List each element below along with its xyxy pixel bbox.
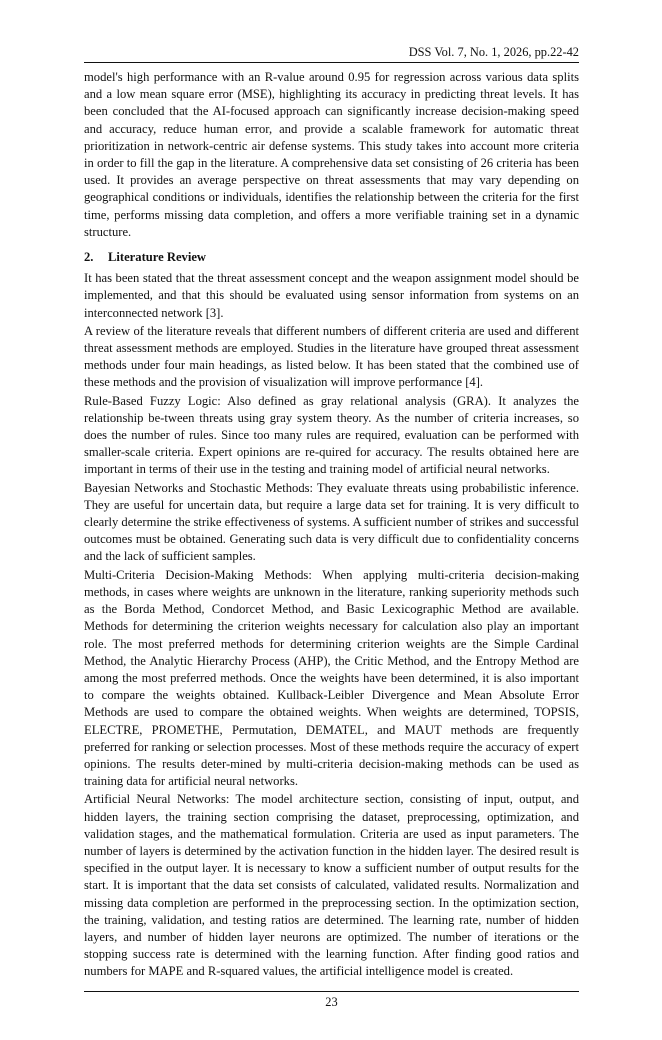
paragraph: Multi-Criteria Decision-Making Methods: When applying multi-criteria decision-making methods, in cases where weights are unknown in the literature, ranking superiority methods such as the Borda Method, Condorcet Method, and Basic Lexicographic Method are available. Methods for determining the criterion weights necessary for calculation also play an important role. The most preferred methods for determining criterion weights are the Simple Cardinal Method, the Analytic Hierarchy Process (AHP), the Critic Method, and the Entropy Method are among the most preferred methods. Once the weights have been determined, it is also important to compare the weights obtained. Kullback-Leibler Divergence and Mean Absolute Error Methods are used to compare the obtained weights. When weights are determined, TOPSIS, ELECTRE, PROMETHE, Permutation, DEMATEL, and MAUT methods are frequently preferred for ranking or selection processes. Most of these methods require the accuracy of expert opinions. The results deter-mined by multi-criteria decision-making methods can be used as training data for artificial neural networks.: [84, 567, 579, 789]
header-rule: [84, 62, 579, 63]
section-title: Literature Review: [108, 250, 207, 265]
paragraph: Bayesian Networks and Stochastic Methods: They evaluate threats using probabilistic inference. They are useful for uncertain data, but require a large data set for training. It is very difficult to clearly determine the strike effectiveness of systems. A sufficient number of strikes and successful outcomes must be obtained. Generating such data is very difficult due to confidentiality concerns and the lack of sufficient samples.: [84, 480, 579, 564]
paragraph: Artificial Neural Networks: The model architecture section, consisting of input, output, and hidden layers, the training section comprising the dataset, preprocessing, optimization, and validation stages, and the mathematical formulation. Criteria are used as input parameters. The number of layers is determined by the activation function in the hidden layer. The desired result is specified in the output layer. It is necessary to know a sufficient number of output results for the start. It is important that the data set consists of calculated, validated results. Normalization and missing data completion are performed in the preprocessing section. In the optimization section, the training, validation, and testing ratios are determined. The learning rate, number of hidden layers, and number of hidden layer neurons are optimized. The number of iterations or the stopping success rate is determined with the learning function. After finding good ratios and numbers for MAPE and R-squared values, the artificial intelligence model is created.: [84, 792, 579, 979]
footer-rule: [84, 991, 579, 992]
paragraph: Rule-Based Fuzzy Logic: Also defined as gray relational analysis (GRA). It analyzes the relationship be-tween threats using gray system theory. As the number of criteria increases, so does the number of rules. Since too many rules are required, evaluation can be performed with smaller-scale criteria. Expert opinions are re-quired for accuracy. The results obtained here are important in terms of their use in the testing and training model of artificial neural networks.: [84, 393, 579, 477]
page-number: 23: [325, 994, 338, 1009]
intro-paragraph: model's high performance with an R-value around 0.95 for regression across various data splits and a low mean square error (MSE), highlighting its accuracy in predicting threat levels. It has been concluded that the AI-focused approach can significantly increase decision-making speed and accuracy, reduce human error, and provide a scalable framework for automatic threat prioritization in network-centric air defense systems. This study takes into account more criteria in order to fill the gap in the literature. A comprehensive data set consisting of 26 criteria has been used. It provides an average perspective on threat assessments that may vary depending on geographical conditions or individuals, identifies the relationship between the criteria for the first time, performs missing data completion, and offers a more verifiable training set in a dynamic structure.: [84, 70, 579, 239]
page: [84, 0, 579, 1040]
paragraph: It has been stated that the threat assessment concept and the weapon assignment model should be implemented, and that this should be evaluated using sensor information from systems on an interconnected network [3].: [84, 271, 579, 320]
section-heading: [84, 249, 579, 266]
paragraph: A review of the literature reveals that different numbers of different criteria are used and different threat assessment methods are employed. Studies in the literature have grouped threat assessment methods under four main headings, as listed below. It has been stated that the combined use of these methods and the provision of visualization will improve performance [4].: [84, 323, 579, 390]
section-number: 2.: [84, 250, 94, 265]
running-head: DSS Vol. 7, No. 1, 2026, pp.22-42: [408, 45, 579, 59]
page-body: [84, 69, 579, 981]
